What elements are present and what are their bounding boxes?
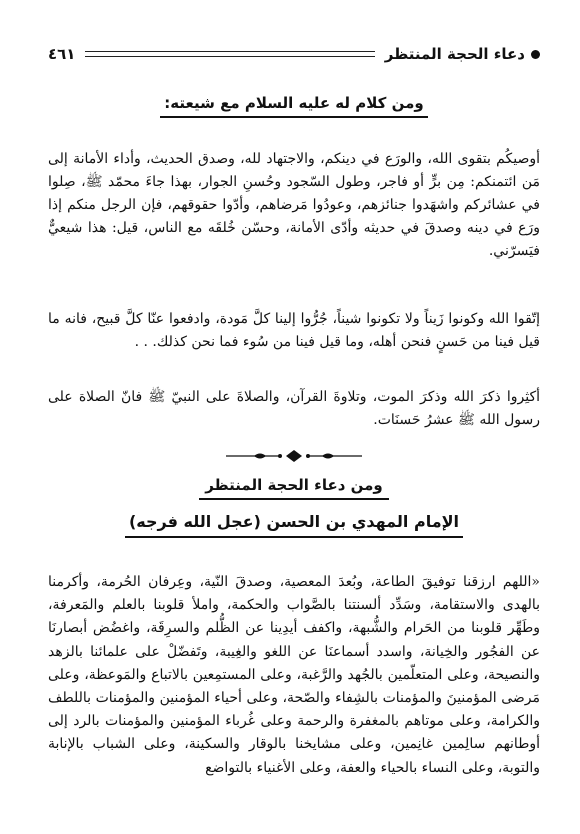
section-heading-sayings bbox=[48, 94, 540, 112]
running-title: دعاء الحجة المنتظر bbox=[384, 45, 525, 63]
page-number: ٤٦١ bbox=[48, 45, 76, 63]
section-heading-text: ومن كلام له عليه السلام مع شيعته: bbox=[160, 94, 427, 118]
section-heading-prayer bbox=[48, 476, 540, 494]
prayer-heading-text: ومن دعاء الحجة المنتظر bbox=[199, 476, 389, 500]
paragraph-remembrance: أكثِروا ذكرَ الله وذكرَ الموت، وتلاوةَ القرآن، والصلاةَ على النبيّ ﷺ فانّ الصلاة على رسول الله ﷺ عشرُ حَسنَات. bbox=[48, 389, 540, 428]
ornament-divider-icon bbox=[224, 449, 364, 463]
paragraph-prayer: «اللهم ارزقنا توفيقَ الطاعة، وبُعدَ المعصية، وصدقَ النّية، وعِرفان الحُرمة، وأكرمنا بالهدى والاستقامة، وسَدِّد ألسنتنا بالصَّواب والحكمة، واملأ قلوبنا بالعلم والمَعرفة، وطَهِّر قلوبنا من الحَرام والشُّبهة، واكفف أيدِينا عن الظُّلم والسرِقَة، واغضُض أبصارنَا عن الفجُور والخِيانة، واسدد أسماعنَا عن اللغو والغِيبة، وتَفضّلْ على علمائنا بالزهد والنصيحة، وعلى المتعلّمين بالجُهد والرَّغبة، وعلى المستمِعين بالاتباع والمَوعظة، وعلى مَرضى المؤمنينَ والمؤمنات بالشِفاء والصّحة، وعلى أحياء المؤمنين والمؤمنات باللطف والكرامة، وعلى موتاهم بالمغفرة والرحمة وعلى غُرباء المؤمنين والمؤمنات بالرد إلى أوطانهم سالِمين غانِمين، وعلى مشايخنا بالوقار والسكينة، وعلى الشباب بالإنابة والتوبة، وعلى النساء بالحياء والعفة، وعلى الأغنياء بالتواضع bbox=[48, 574, 540, 776]
section-subheading-imam bbox=[48, 512, 540, 531]
paragraph-advice: أوصيكُم بتقوى الله، والورَع في دينكم، والاجتهاد لله، وصدق الحديث، وأداء الأمانة إلى مَن ائتمنكم: مِن برٍّ أو فاجر، وطول السّجود وحُسنِ الجوار، بهذا جاءَ محمّد ﷺ، صِلوا في عشائركم واشهَدوا جنائزهم، وعودُوا مَرضاهم، وأدّوا حقوقهم، فإن الرجل منكم إذا ورَع في دينه وصدقَ في حديثه وأدّى الأمانة، وحسّن خُلقَه مع الناس، قيل: هذا شيعيٌّ فيَسرّني. bbox=[48, 151, 540, 259]
running-header bbox=[48, 42, 540, 66]
paragraph-piety: إتّقوا الله وكونوا زَيناً ولا تكونوا شيناً، جُرُّوا إلينا كلَّ مَودة، وادفعوا عنّا كلَّ قبيح، فانه ما قيل فينا من حَسنٍ فنحن أهله، وما قيل فينا من سُوء فما نحن كذلك. . . bbox=[48, 311, 540, 350]
bullet-icon bbox=[531, 50, 540, 59]
prayer-subheading-text: الإمام المهدي بن الحسن (عجل الله فرجه) bbox=[125, 512, 463, 538]
book-page bbox=[48, 36, 540, 826]
header-rule bbox=[85, 51, 374, 57]
